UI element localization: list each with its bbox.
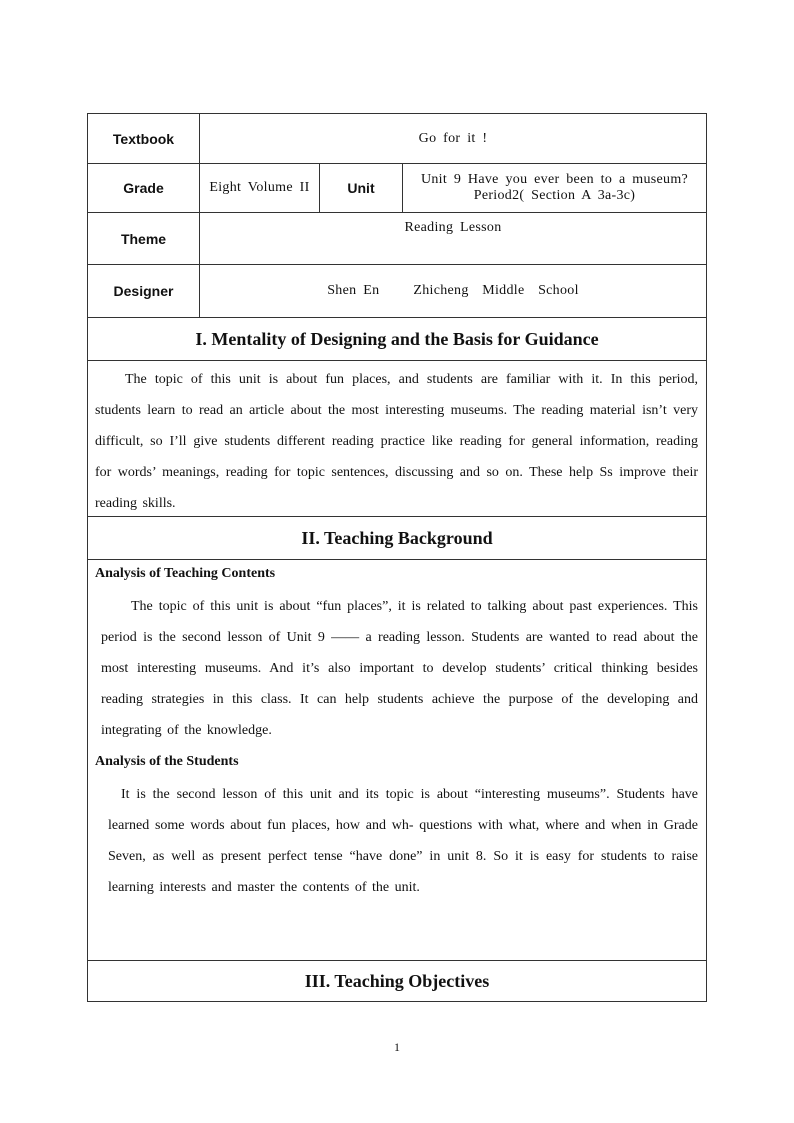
grade-row (88, 164, 706, 213)
designer-label: Designer (113, 283, 174, 299)
theme-label: Theme (120, 230, 167, 247)
section2-body-row (88, 560, 706, 961)
designer-value: Shen En Zhicheng Middle School (199, 265, 706, 317)
unit-value (402, 164, 706, 212)
section1-title-row (88, 318, 706, 361)
designer-row (88, 265, 706, 318)
textbook-value: Go for it ! (199, 114, 706, 163)
theme-value: Reading Lesson (199, 213, 706, 264)
section3-title: III. Teaching Objectives (304, 970, 490, 991)
grade-label: Grade (123, 180, 164, 196)
unit-value-line2: Period2( Section A 3a-3c) (473, 188, 636, 203)
contents-heading: Analysis of Teaching Contents (95, 566, 276, 581)
unit-value-line1: Unit 9 Have you ever been to a museum? (420, 172, 689, 187)
section3-title-row (88, 961, 706, 1001)
section1-paragraph: The topic of this unit is about fun places, and students are familiar with it. In this period, students learn to read an article about the most interesting museums. The reading material isn’t very difficult, so I’ll give students different reading practice like reading for general information, reading for words’ meanings, reading for topic sentences, discussing and so on. These help Ss improve their reading skills. (95, 372, 698, 511)
section1-body-row (88, 361, 706, 517)
section1-title: I. Mentality of Designing and the Basis for Guidance (195, 328, 599, 349)
unit-label: Unit (319, 164, 402, 212)
grade-value: Eight Volume II (199, 164, 319, 212)
contents-paragraph: The topic of this unit is about “fun places”, it is related to talking about past experiences. This period is the second lesson of Unit 9 —— a reading lesson. Students are wanted to read about the most interesting museums. And it’s also important to develop students’ critical thinking besides reading strategies in this class. It can help students achieve the purpose of the developing and integrating of the knowledge. (101, 599, 698, 738)
students-paragraph: It is the second lesson of this unit and its topic is about “interesting museums”. Students have learned some words about fun places, how and wh- questions with what, where and when in Grade Seven, as well as present perfect tense “have done” in unit 8. So it is easy for students to raise learning interests and master the contents of the unit. (108, 787, 698, 895)
lesson-plan-table (87, 113, 707, 1002)
section2-title-row (88, 517, 706, 560)
textbook-row (88, 114, 706, 164)
textbook-label: Textbook (112, 130, 175, 147)
page-number: 1 (394, 1040, 400, 1054)
section2-title: II. Teaching Background (301, 527, 493, 548)
students-heading: Analysis of the Students (95, 754, 239, 769)
theme-row (88, 213, 706, 265)
